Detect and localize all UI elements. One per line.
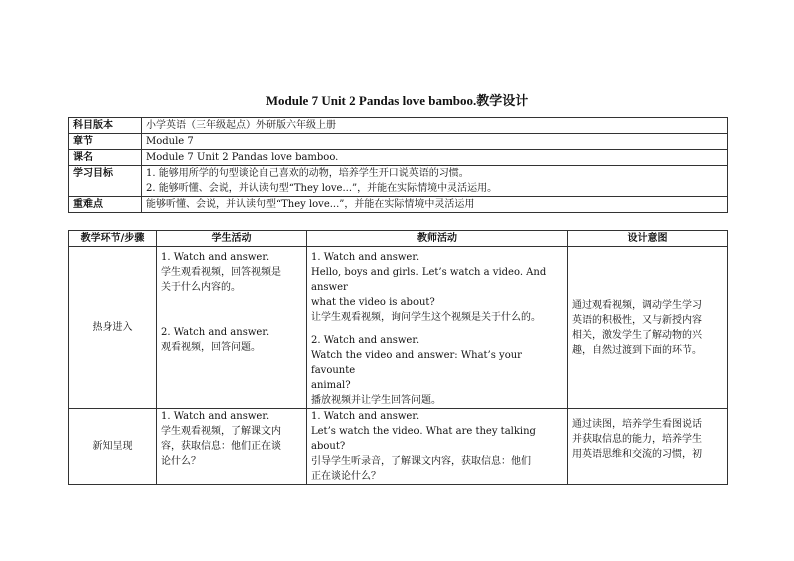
- stage-cell: 热身进入: [69, 247, 157, 409]
- info-row: [69, 197, 728, 213]
- spacer: [161, 295, 302, 325]
- column-header: 教学环节/步骤: [69, 231, 157, 247]
- info-value: 能够听懂、会说，并认读句型“They love...”，并能在实际情境中灵活运用: [142, 197, 728, 213]
- text-line: 通过观看视频，调动学生学习: [572, 299, 702, 311]
- student-activity-cell: [157, 247, 307, 409]
- text-line: 1. Watch and answer.: [311, 252, 420, 263]
- info-label: 科目版本: [69, 118, 142, 134]
- text-line: animal?: [311, 380, 351, 391]
- table-row: [69, 247, 728, 409]
- text-line: 学生观看视频，了解课文内: [161, 426, 281, 437]
- text-line: 引导学生听录音，了解课文内容，获取信息：他们: [311, 456, 531, 467]
- text-line: 容，获取信息：他们正在谈: [161, 441, 281, 452]
- info-label: 章节: [69, 134, 142, 150]
- stage-cell: 新知呈现: [69, 409, 157, 485]
- text-line: 并获取信息的能力，培养学生: [572, 434, 702, 445]
- text-line: 论什么？: [161, 456, 201, 467]
- info-value: [142, 166, 728, 197]
- design-intent-cell: [568, 409, 728, 485]
- text-line: 2. Watch and answer.: [311, 335, 420, 346]
- info-value: Module 7 Unit 2 Pandas love bamboo.: [142, 150, 728, 166]
- lesson-plan-table: [68, 230, 728, 485]
- teacher-activity-cell: [307, 409, 568, 485]
- info-label: 学习目标: [69, 166, 142, 197]
- info-row: [69, 118, 728, 134]
- design-intent-cell: [568, 247, 728, 409]
- text-line: Let’s watch the video. What are they talking about?: [311, 426, 536, 452]
- spacer: [311, 325, 563, 333]
- text-line: 1. Watch and answer.: [161, 411, 270, 422]
- text-line: 1. Watch and answer.: [161, 252, 270, 263]
- text-line: 学生观看视频，回答视频是: [161, 267, 281, 278]
- objective-line: 1. 能够用所学的句型谈论自己喜欢的动物，培养学生开口说英语的习惯。: [146, 168, 469, 179]
- teacher-activity-cell: [307, 247, 568, 409]
- page-title: Module 7 Unit 2 Pandas love bamboo.教学设计: [265, 93, 529, 108]
- text-line: 关于什么内容的。: [161, 282, 241, 293]
- info-label: 课名: [69, 150, 142, 166]
- text-line: 观看视频，回答问题。: [161, 342, 261, 353]
- column-header: 学生活动: [157, 231, 307, 247]
- text-line: 正在谈论什么？: [311, 471, 381, 482]
- column-header: 教师活动: [307, 231, 568, 247]
- table-header-row: [69, 231, 728, 247]
- text-line: 让学生观看视频，询问学生这个视频是关于什么的。: [311, 312, 541, 323]
- info-value: Module 7: [142, 134, 728, 150]
- course-info-table: [68, 117, 728, 213]
- info-row: [69, 134, 728, 150]
- text-line: Hello, boys and girls. Let’s watch a video. And answer: [311, 267, 547, 293]
- text-line: 英语的积极性，又与新授内容: [572, 314, 702, 326]
- student-activity-cell: [157, 409, 307, 485]
- text-line: what the video is about?: [311, 297, 435, 308]
- info-row: [69, 150, 728, 166]
- info-row: [69, 166, 728, 197]
- objective-line: 2. 能够听懂、会说，并认读句型“They love...”，并能在实际情境中灵活运用。: [146, 183, 498, 194]
- text-line: 相关，激发学生了解动物的兴: [572, 329, 702, 341]
- text-line: 2. Watch and answer.: [161, 327, 270, 338]
- text-line: 趣，自然过渡到下面的环节。: [572, 344, 702, 356]
- info-label: 重难点: [69, 197, 142, 213]
- text-line: 播放视频并让学生回答问题。: [311, 395, 441, 406]
- text-line: 用英语思维和交流的习惯，初: [572, 449, 702, 460]
- info-value: 小学英语（三年级起点）外研版六年级上册: [142, 118, 728, 134]
- column-header: 设计意图: [568, 231, 728, 247]
- table-row: [69, 409, 728, 485]
- text-line: Watch the video and answer: What’s your favounte: [311, 350, 522, 376]
- text-line: 通过读图，培养学生看图说话: [572, 419, 702, 430]
- text-line: 1. Watch and answer.: [311, 411, 420, 422]
